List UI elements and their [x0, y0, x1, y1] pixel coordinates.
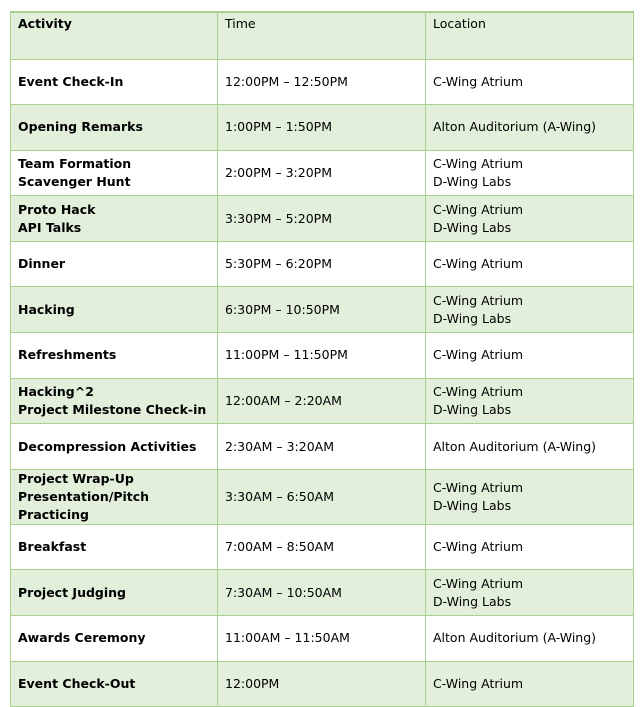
activity-name: Hacking^2: [18, 383, 94, 399]
activity-name: Project Milestone Check-in: [18, 401, 207, 417]
table-row: [11, 378, 634, 424]
location-name: C-Wing Atrium: [433, 347, 524, 363]
activity-cell: [11, 424, 218, 470]
location-name: C-Wing Atrium: [433, 292, 524, 308]
activity-cell: [11, 661, 218, 707]
location-cell: [426, 524, 634, 570]
location-cell: [426, 424, 634, 470]
activity-name: Event Check-Out: [18, 675, 136, 691]
table-row: [11, 424, 634, 470]
activity-cell: [11, 105, 218, 151]
activity-name: Breakfast: [18, 539, 87, 555]
activity-cell: [11, 469, 218, 524]
location-name: D-Wing Labs: [433, 310, 512, 326]
location-name: C-Wing Atrium: [433, 383, 524, 399]
time-cell: 3:30AM – 6:50AM: [218, 469, 426, 524]
location-name: D-Wing Labs: [433, 497, 512, 513]
time-cell: 2:00PM – 3:20PM: [218, 150, 426, 196]
time-cell: 11:00PM – 11:50PM: [218, 333, 426, 379]
location-cell: [426, 378, 634, 424]
time-cell: 12:00AM – 2:20AM: [218, 378, 426, 424]
activity-cell: [11, 616, 218, 662]
schedule-body: [11, 59, 634, 707]
location-cell: [426, 59, 634, 105]
activity-name: Awards Ceremony: [18, 630, 146, 646]
activity-cell: [11, 570, 218, 616]
location-name: Alton Auditorium (A-Wing): [433, 119, 597, 135]
header-row: [11, 12, 634, 59]
location-name: C-Wing Atrium: [433, 575, 524, 591]
location-cell: [426, 150, 634, 196]
table-row: [11, 150, 634, 196]
activity-name: API Talks: [18, 219, 82, 235]
activity-cell: [11, 241, 218, 287]
location-name: D-Wing Labs: [433, 401, 512, 417]
location-cell: [426, 287, 634, 333]
location-name: C-Wing Atrium: [433, 201, 524, 217]
location-name: C-Wing Atrium: [433, 479, 524, 495]
activity-cell: [11, 333, 218, 379]
time-cell: 7:30AM – 10:50AM: [218, 570, 426, 616]
time-cell: 12:00PM: [218, 661, 426, 707]
location-cell: [426, 196, 634, 242]
activity-cell: [11, 150, 218, 196]
location-cell: [426, 333, 634, 379]
location-name: C-Wing Atrium: [433, 256, 524, 272]
location-name: C-Wing Atrium: [433, 675, 524, 691]
table-row: [11, 570, 634, 616]
activity-name: Event Check-In: [18, 73, 124, 89]
table-row: [11, 196, 634, 242]
location-name: D-Wing Labs: [433, 593, 512, 609]
header-time: Time: [218, 12, 426, 59]
activity-cell: [11, 287, 218, 333]
activity-cell: [11, 59, 218, 105]
activity-cell: [11, 196, 218, 242]
location-cell: [426, 105, 634, 151]
activity-name: Team Formation: [18, 155, 132, 171]
location-cell: [426, 570, 634, 616]
activity-name: Presentation/Pitch Practicing: [18, 488, 150, 522]
activity-name: Project Wrap-Up: [18, 470, 134, 486]
activity-name: Refreshments: [18, 347, 117, 363]
table-row: [11, 333, 634, 379]
table-row: [11, 287, 634, 333]
activity-name: Decompression Activities: [18, 438, 197, 454]
table-row: [11, 661, 634, 707]
location-name: Alton Auditorium (A-Wing): [433, 438, 597, 454]
location-name: C-Wing Atrium: [433, 73, 524, 89]
table-row: [11, 469, 634, 524]
table-row: [11, 616, 634, 662]
time-cell: 6:30PM – 10:50PM: [218, 287, 426, 333]
location-name: C-Wing Atrium: [433, 155, 524, 171]
location-cell: [426, 661, 634, 707]
location-cell: [426, 469, 634, 524]
time-cell: 12:00PM – 12:50PM: [218, 59, 426, 105]
location-cell: [426, 616, 634, 662]
activity-cell: [11, 524, 218, 570]
table-row: [11, 241, 634, 287]
activity-name: Project Judging: [18, 584, 126, 600]
activity-name: Hacking: [18, 301, 75, 317]
location-name: Alton Auditorium (A-Wing): [433, 630, 597, 646]
schedule-table: [10, 11, 634, 707]
time-cell: 11:00AM – 11:50AM: [218, 616, 426, 662]
activity-name: Proto Hack: [18, 201, 96, 217]
time-cell: 7:00AM – 8:50AM: [218, 524, 426, 570]
table-row: [11, 524, 634, 570]
time-cell: 5:30PM – 6:20PM: [218, 241, 426, 287]
time-cell: 2:30AM – 3:20AM: [218, 424, 426, 470]
activity-cell: [11, 378, 218, 424]
activity-name: Scavenger Hunt: [18, 173, 131, 189]
location-name: D-Wing Labs: [433, 173, 512, 189]
time-cell: 3:30PM – 5:20PM: [218, 196, 426, 242]
time-cell: 1:00PM – 1:50PM: [218, 105, 426, 151]
header-activity: Activity: [11, 12, 218, 59]
schedule-table-container: [10, 11, 633, 707]
location-cell: [426, 241, 634, 287]
header-location: Location: [426, 12, 634, 59]
table-row: [11, 59, 634, 105]
table-row: [11, 105, 634, 151]
activity-name: Dinner: [18, 256, 66, 272]
location-name: C-Wing Atrium: [433, 539, 524, 555]
location-name: D-Wing Labs: [433, 219, 512, 235]
activity-name: Opening Remarks: [18, 119, 143, 135]
